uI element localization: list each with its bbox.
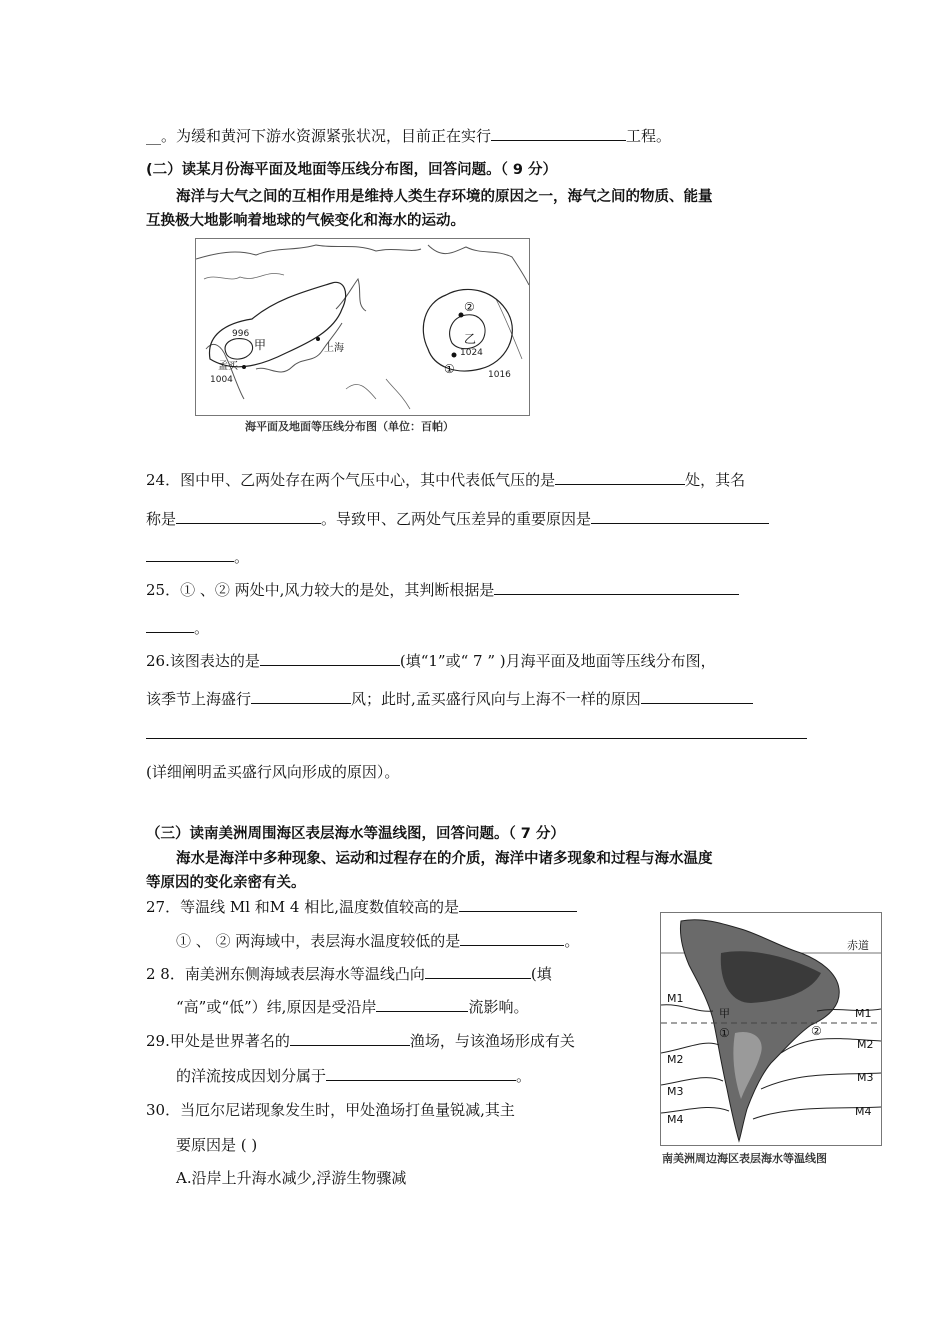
q26-line4: (详细阐明孟买盛行风向形成的原因）。 bbox=[146, 763, 400, 781]
q24-line2 bbox=[146, 509, 769, 529]
q30-option-a[interactable]: A.沿岸上升海水减少,浮游生物骤减 bbox=[176, 1169, 407, 1187]
q29-text-a: 29.甲处是世界著名的 bbox=[146, 1032, 290, 1050]
label-yi: 乙 bbox=[464, 332, 477, 346]
q25-line2 bbox=[146, 618, 209, 638]
isobar-map-caption: 海平面及地面等压线分布图（单位：百帕） bbox=[245, 420, 454, 433]
answer-blank[interactable] bbox=[491, 126, 626, 141]
q29-line1 bbox=[146, 1031, 575, 1051]
q28-text-c: “高”或“低”）纬,原因是受沿岸 bbox=[176, 998, 377, 1016]
q28-text-d: 流影响。 bbox=[468, 998, 529, 1016]
section2-title: (二）读某月份海平面及地面等压线分布图，回答问题。（ 9 分） bbox=[146, 162, 558, 178]
q27-line2 bbox=[176, 931, 579, 951]
answer-blank[interactable] bbox=[326, 1066, 516, 1081]
section2-intro-2: 互换极大地影响着地球的气候变化和海水的运动。 bbox=[146, 213, 465, 229]
answer-blank[interactable] bbox=[459, 897, 577, 912]
answer-blank[interactable] bbox=[460, 931, 564, 946]
label-M3-right: M3 bbox=[857, 1071, 874, 1084]
label-M2-right: M2 bbox=[857, 1038, 874, 1051]
answer-blank[interactable] bbox=[260, 651, 400, 666]
answer-blank[interactable] bbox=[425, 964, 531, 979]
q28-text-b: (填 bbox=[530, 965, 552, 983]
q25-line1 bbox=[146, 580, 739, 600]
label-circle2: ② bbox=[464, 300, 475, 314]
q30-line1: 30．当厄尔尼诺现象发生时，甲处渔场打鱼量锐减,其主 bbox=[146, 1101, 515, 1119]
section3-intro-2: 等原因的变化亲密有关。 bbox=[146, 875, 306, 891]
q28-line2 bbox=[176, 997, 528, 1017]
section3-intro-1: 海水是海洋中多种现象、运动和过程存在的介质，海洋中诸多现象和过程与海水温度 bbox=[176, 851, 713, 867]
label-M2-left: M2 bbox=[667, 1053, 684, 1066]
q27-text-b: ① 、 ② 两海域中，表层海水温度较低的是 bbox=[176, 932, 461, 950]
answer-blank[interactable] bbox=[146, 547, 234, 562]
answer-blank[interactable] bbox=[290, 1031, 410, 1046]
answer-blank[interactable] bbox=[176, 509, 321, 524]
answer-blank[interactable] bbox=[251, 689, 351, 704]
q29-line2 bbox=[176, 1066, 531, 1086]
label-jia: 甲 bbox=[254, 338, 267, 352]
answer-blank[interactable] bbox=[494, 580, 739, 595]
label-circle1: ① bbox=[444, 362, 455, 376]
q24-text-b: 处，其名 bbox=[685, 471, 746, 489]
top-line bbox=[146, 126, 671, 146]
q24-text-e: 。 bbox=[234, 548, 250, 566]
q25-text-end: 。 bbox=[194, 619, 210, 637]
q26-line1 bbox=[146, 651, 716, 671]
isotherm-map bbox=[660, 912, 882, 1146]
label-M1-left: M1 bbox=[667, 992, 684, 1005]
label-mengmai: 孟买 bbox=[218, 361, 238, 372]
top-line-prefix: __。为缓和黄河下游水资源紧张状况，目前正在实行 bbox=[146, 127, 492, 145]
label-1024: 1024 bbox=[460, 348, 483, 358]
label-996: 996 bbox=[232, 329, 250, 339]
section2-intro-1: 海洋与大气之间的互相作用是维持人类生存环境的原因之一，海气之间的物质、能量 bbox=[176, 189, 713, 205]
q26-text-d: 风；此时,孟买盛行风向与上海不一样的原因 bbox=[351, 690, 641, 708]
q25-text: 25．① 、② 两处中,风力较大的是处，其判断根据是 bbox=[146, 581, 495, 599]
isobar-map-drawing bbox=[196, 239, 529, 415]
q30-line2: 要原因是 ( ) bbox=[176, 1136, 258, 1154]
isobar-map bbox=[195, 238, 530, 416]
label-M4-left: M4 bbox=[667, 1113, 684, 1126]
q26-answer-line[interactable] bbox=[146, 738, 807, 739]
q26-text-b: (填“1”或“ 7 ” )月海平面及地面等压线分布图， bbox=[399, 652, 716, 670]
label-circle1: ① bbox=[719, 1026, 730, 1040]
q27-text-end: 。 bbox=[564, 932, 580, 950]
q24-line3 bbox=[146, 547, 249, 567]
label-equator: 赤道 bbox=[847, 939, 869, 952]
label-M1-right: M1 bbox=[855, 1007, 872, 1020]
q28-text-a: 2 8．南美洲东侧海域表层海水等温线凸向 bbox=[146, 965, 425, 983]
label-1004: 1004 bbox=[210, 375, 233, 385]
section3-title: （三）读南美洲周围海区表层海水等温线图，回答问题。（ 7 分） bbox=[146, 826, 565, 842]
label-M3-left: M3 bbox=[667, 1085, 684, 1098]
label-circle2: ② bbox=[811, 1024, 822, 1038]
answer-blank[interactable] bbox=[641, 689, 753, 704]
q27-text-a: 27．等温线 Ml 和M 4 相比,温度数值较高的是 bbox=[146, 898, 459, 916]
q24-text-c: 称是 bbox=[146, 510, 177, 528]
top-line-suffix: 工程。 bbox=[626, 127, 672, 145]
q29-text-b: 渔场，与该渔场形成有关 bbox=[409, 1032, 575, 1050]
label-1016: 1016 bbox=[488, 370, 511, 380]
answer-blank[interactable] bbox=[555, 470, 685, 485]
label-shanghai: 上海 bbox=[324, 343, 344, 354]
answer-blank[interactable] bbox=[376, 997, 468, 1012]
q24-text-a: 24．图中甲、乙两处存在两个气压中心，其中代表低气压的是 bbox=[146, 471, 556, 489]
q26-text-a: 26.该图表达的是 bbox=[146, 652, 260, 670]
q29-text-end: 。 bbox=[516, 1067, 532, 1085]
q26-line2 bbox=[146, 689, 753, 709]
label-M4-right: M4 bbox=[855, 1105, 872, 1118]
q24-text-d: 。导致甲、乙两处气压差异的重要原因是 bbox=[321, 510, 592, 528]
q28-line1 bbox=[146, 964, 552, 984]
q26-text-c: 该季节上海盛行 bbox=[146, 690, 252, 708]
q27-line1 bbox=[146, 897, 577, 917]
isotherm-map-caption: 南美洲周边海区表层海水等温线图 bbox=[662, 1152, 827, 1165]
answer-blank[interactable] bbox=[146, 618, 194, 633]
isotherm-map-drawing bbox=[661, 913, 881, 1145]
answer-blank[interactable] bbox=[591, 509, 769, 524]
q29-text-c: 的洋流按成因划分属于 bbox=[176, 1067, 327, 1085]
q24-line1 bbox=[146, 470, 745, 490]
label-jia: 甲 bbox=[719, 1007, 730, 1020]
